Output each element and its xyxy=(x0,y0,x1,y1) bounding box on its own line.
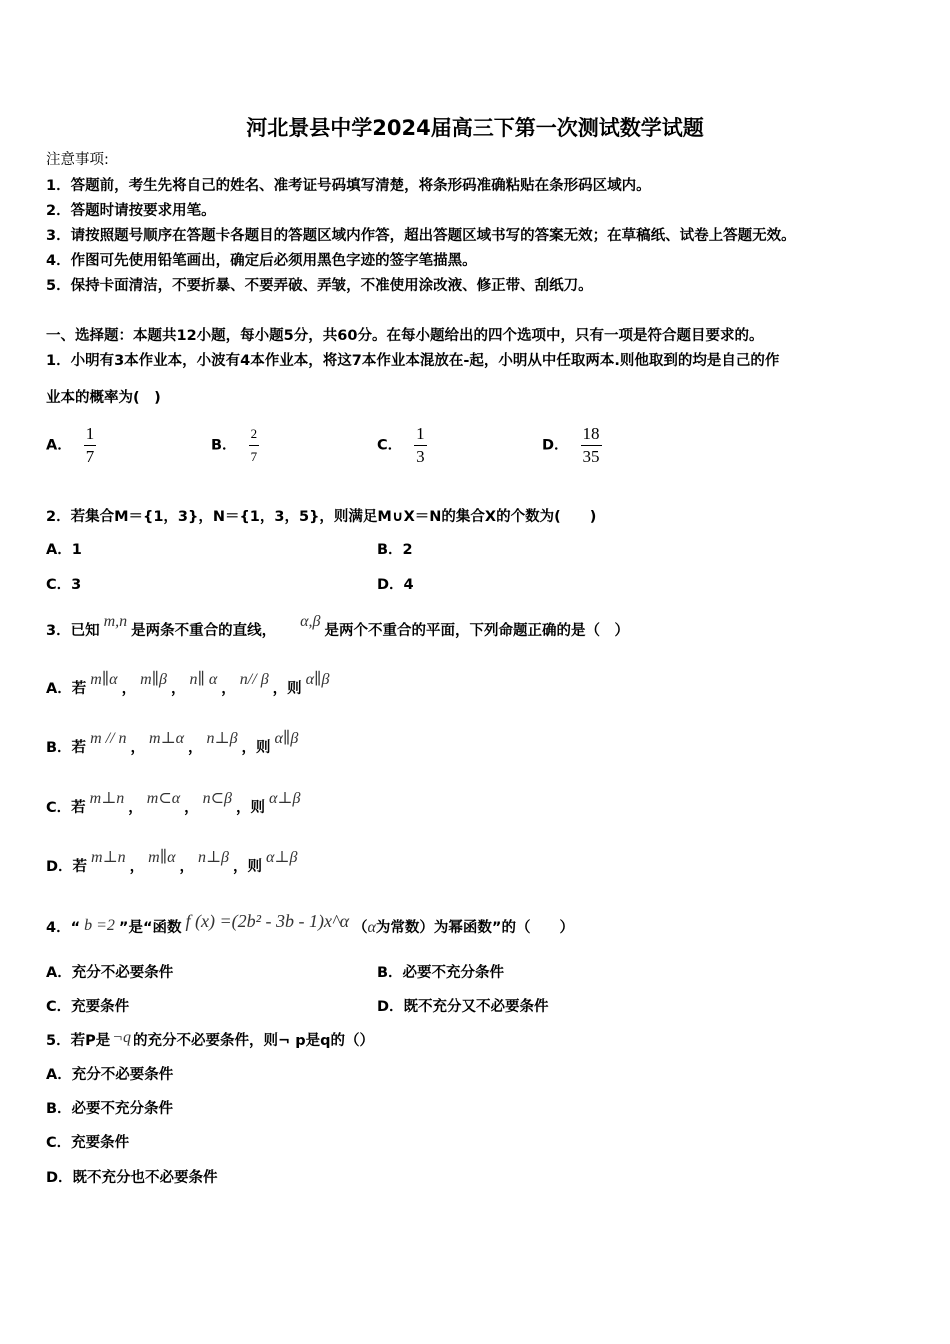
fraction xyxy=(414,423,427,468)
option-label: B．若 xyxy=(46,740,87,756)
option-label: A．若 xyxy=(46,681,87,697)
math: m,n xyxy=(103,613,128,630)
text: ， xyxy=(188,740,203,756)
math: m // n xyxy=(90,730,127,747)
math: α∥β xyxy=(274,730,299,747)
notice-item: 5．保持卡面清洁，不要折暴、不要弄破、弄皱，不准使用涂改液、修正带、刮纸刀。 xyxy=(46,278,593,294)
section-heading: 一、选择题：本题共12小题，每小题5分，共60分。在每小题给出的四个选项中，只有一项是符合题目要求的。 xyxy=(46,328,764,344)
math: m⊥n xyxy=(89,790,125,807)
text: （ xyxy=(353,920,368,936)
notice-item: 3．请按照题号顺序在答题卡各题目的答题区域内作答，超出答题区域书写的答案无效；在草稿纸、试卷上答题无效。 xyxy=(46,228,796,244)
denominator: 35 xyxy=(582,447,600,466)
math: n// β xyxy=(239,671,269,688)
math: ¬q xyxy=(112,1029,132,1046)
q3-stem xyxy=(46,613,630,641)
math: n⊂β xyxy=(202,790,232,807)
q3-option xyxy=(46,849,301,877)
q3-option xyxy=(46,790,304,818)
q5-option: D．既不充分也不必要条件 xyxy=(46,1170,218,1186)
q4-option: C．充要条件 xyxy=(46,999,130,1015)
notice-item: 4．作图可先使用铅笔画出，确定后必须用黑色字迹的签字笔描黑。 xyxy=(46,253,477,269)
q2-option: B．2 xyxy=(377,542,413,558)
text: 的充分不必要条件，则¬ p是q的（） xyxy=(133,1033,374,1049)
page-title: 河北景县中学2024届高三下第一次测试数学试题 xyxy=(246,116,704,140)
denominator: 7 xyxy=(250,449,258,464)
text: 为常数）为幂函数”的（ ） xyxy=(375,920,574,936)
math: m∥α xyxy=(148,849,176,866)
q5-option: C．充要条件 xyxy=(46,1135,130,1151)
q2-option: D．4 xyxy=(377,577,414,593)
text: 4．“ xyxy=(46,920,81,936)
fraction xyxy=(249,423,260,468)
q1-stem: 1．小明有3本作业本，小波有4本作业本，将这7本作业本混放在-起，小明从中任取两本.则他取到的均是自己的作 xyxy=(46,353,780,369)
q4-option: D．既不充分又不必要条件 xyxy=(377,999,549,1015)
numerator: 1 xyxy=(414,423,427,446)
math: α,β xyxy=(300,613,321,630)
fraction xyxy=(581,423,602,468)
text: ， xyxy=(171,681,186,697)
denominator: 7 xyxy=(85,447,95,466)
option-label: C．若 xyxy=(46,800,86,816)
math: α xyxy=(367,919,376,936)
option-label: A． xyxy=(46,437,72,454)
math: m∥α xyxy=(90,671,118,688)
text: ， xyxy=(129,859,145,875)
text: ，则 xyxy=(272,681,302,697)
q3-option xyxy=(46,671,333,699)
q4-option: A．充分不必要条件 xyxy=(46,965,174,981)
text: 5．若P是 xyxy=(46,1033,111,1049)
fraction xyxy=(84,423,97,468)
text: ，则 xyxy=(236,800,265,816)
math: α⊥β xyxy=(266,849,298,866)
text: ，则 xyxy=(233,859,263,875)
denominator: 3 xyxy=(416,447,425,466)
text: ， xyxy=(128,800,143,816)
text: 是两个不重合的平面，下列命题正确的是（ ） xyxy=(324,623,630,639)
notice-item: 1．答题前，考生先将自己的姓名、准考证号码填写清楚，将条形码准确粘贴在条形码区域内。 xyxy=(46,178,651,194)
text: ， xyxy=(221,681,236,697)
math: b =2 xyxy=(84,917,115,934)
math: α∥β xyxy=(305,671,330,688)
q2-stem: 2．若集合M＝{1，3}，N＝{1，3，5}，则满足M∪X＝N的集合X的个数为( ) xyxy=(46,509,597,525)
math: n⊥β xyxy=(206,730,238,747)
q5-stem xyxy=(46,1031,374,1051)
math: n⊥β xyxy=(198,849,230,866)
notice-item: 2．答题时请按要求用笔。 xyxy=(46,203,216,219)
text: ， xyxy=(179,859,194,875)
text: ”是“函数 xyxy=(118,920,182,936)
q4-option: B．必要不充分条件 xyxy=(377,965,505,981)
math: n∥ α xyxy=(189,671,218,688)
option-label: D．若 xyxy=(46,859,88,875)
math: m⊥n xyxy=(91,849,126,866)
q5-option: B．必要不充分条件 xyxy=(46,1101,174,1117)
q4-stem xyxy=(46,911,574,938)
notice-heading: 注意事项: xyxy=(46,152,109,168)
q1-option xyxy=(542,423,602,468)
numerator: 18 xyxy=(581,423,602,446)
math: m⊥α xyxy=(149,730,185,747)
option-label: C． xyxy=(377,437,403,454)
numerator: 1 xyxy=(84,423,97,446)
q1-option xyxy=(377,423,427,468)
text: ， xyxy=(130,740,146,756)
math: α⊥β xyxy=(269,790,301,807)
text: 3．已知 xyxy=(46,623,100,639)
option-label: D． xyxy=(542,437,569,454)
text: ，则 xyxy=(241,740,271,756)
text: 是两条不重合的直线， xyxy=(131,623,277,639)
text: ， xyxy=(184,800,199,816)
q1-option xyxy=(46,423,96,468)
math: m⊂α xyxy=(146,790,181,807)
q1-stem-cont: 业本的概率为( ) xyxy=(46,390,161,406)
math: f (x) =(2b² - 3b - 1)x^α xyxy=(185,911,350,931)
option-label: B． xyxy=(211,437,237,454)
q3-option xyxy=(46,730,302,758)
q5-option: A．充分不必要条件 xyxy=(46,1067,174,1083)
q2-option: A．1 xyxy=(46,542,82,558)
q1-option xyxy=(211,423,259,468)
math: m∥β xyxy=(140,671,167,688)
q2-option: C．3 xyxy=(46,577,82,593)
numerator: 2 xyxy=(249,423,260,446)
text: ， xyxy=(121,681,137,697)
